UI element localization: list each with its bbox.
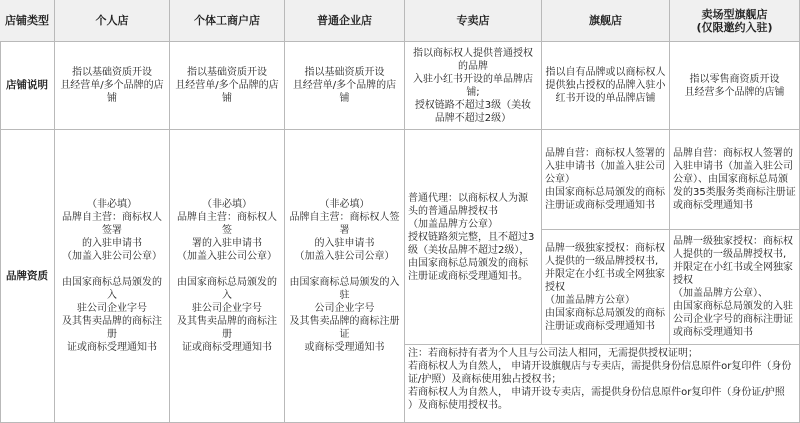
brand-flagship-exclusive-license: 品牌一级独家授权：商标权 人提供的一级品牌授权书, 并限定在小红书或全网独家 授权 （加盖品牌方公章） 由国家商标总局颁发的商标 注册证或商标受理通知书 <box>542 230 670 345</box>
header-personal: 个人店 <box>55 0 170 42</box>
row-label-description: 店铺说明 <box>0 42 55 130</box>
brand-specialty: 普通代理：以商标权人为源 头的普通品牌授权书 （加盖品牌方公章） 授权链路须完整，且不超过3 级（美妆品牌不超过2级）， 由国家商标总局颁发的商标 注册证或商标受理通知书。 <box>405 130 542 345</box>
brand-store-flagship-exclusive-license: 品牌一级独家授权：商标权 人提供的一级品牌授权书, 并限定在小红书或全网独家 授权 （加盖品牌方公章）、 由国家商标总局颁发的入驻 公司企业字号的商标注册证 或商标受理通知书 <box>670 230 800 345</box>
desc-flagship: 指以自有品牌或以商标权人 提供独占授权的品牌入驻小 红书开设的单品牌店铺 <box>542 42 670 130</box>
brand-individual-business: （非必填） 品牌自主营：商标权人签 署的入驻申请书 （加盖入驻公司公章） 由国家商标总局颁发的入 驻公司企业字号 及其售卖品牌的商标注册 证或商标受理通知书 <box>170 130 285 423</box>
header-store-flagship: 卖场型旗舰店 (仅限邀约入驻) <box>670 0 800 42</box>
desc-individual-business: 指以基础资质开设 且经营单/多个品牌的店铺 <box>170 42 285 130</box>
brand-ordinary-enterprise: （非必填） 品牌自主营：商标权人签署 的入驻申请书 （加盖入驻公司公章） 由国家商标总局颁发的入驻 公司企业字号 及其售卖品牌的商标注册证 或商标受理通知书 <box>285 130 405 423</box>
header-ordinary-enterprise: 普通企业店 <box>285 0 405 42</box>
desc-ordinary-enterprise: 指以基础资质开设 且经营单/多个品牌的店铺 <box>285 42 405 130</box>
header-store-type: 店铺类型 <box>0 0 55 42</box>
header-flagship: 旗舰店 <box>542 0 670 42</box>
header-individual-business: 个体工商户店 <box>170 0 285 42</box>
row-label-brand-qualification: 品牌资质 <box>0 130 55 423</box>
brand-note: 注：若商标持有者为个人且与公司法人相同，无需提供授权证明； 若商标权人为自然人， 申请开设旗舰店与专卖店，需提供身份信息原件or复印件（身份 证/护照）及商标使用独占授权书； 若商标权人为自然人， 申请开设专卖店，需提供身份信息原件or复印件（身份证/护照 ）及商标使用授权书。 <box>405 345 800 423</box>
desc-store-flagship: 指以零售商资质开设 且经营多个品牌的店铺 <box>670 42 800 130</box>
header-specialty: 专卖店 <box>405 0 542 42</box>
brand-personal: （非必填） 品牌自主营：商标权人签署 的入驻申请书 （加盖入驻公司公章） 由国家商标总局颁发的入 驻公司企业字号 及其售卖品牌的商标注册 证或商标受理通知书 <box>55 130 170 423</box>
desc-personal: 指以基础资质开设 且经营单/多个品牌的店铺 <box>55 42 170 130</box>
desc-specialty: 指以商标权人提供普通授权 的品牌 入驻小红书开设的单品牌店 铺; 授权链路不超过3级（美妆 品牌不超过2级） <box>405 42 542 130</box>
brand-store-flagship-self-operated: 品牌自营：商标权人签署的 入驻申请书（加盖入驻公司 公章）、由国家商标总局颁 发的35类服务类商标注册证 或商标受理通知书 <box>670 130 800 230</box>
brand-flagship-self-operated: 品牌自营：商标权人签署的 入驻申请书（加盖入驻公司 公章） 由国家商标总局颁发的商标 注册证或商标受理通知书 <box>542 130 670 230</box>
